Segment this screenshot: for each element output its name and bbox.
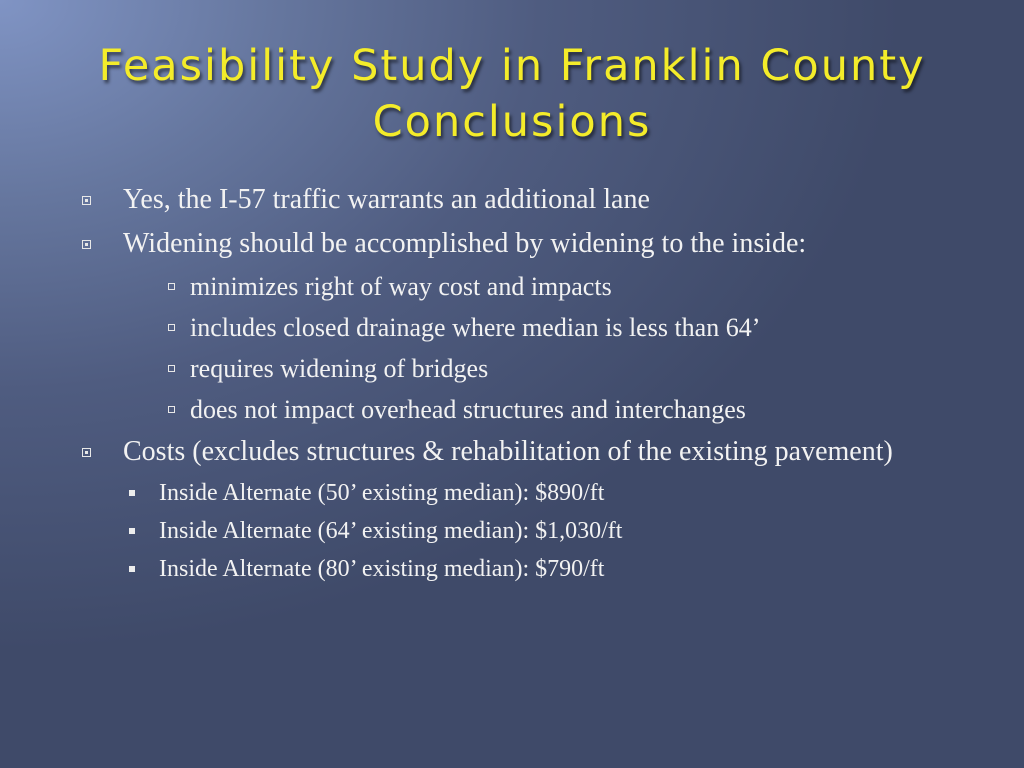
sub-bullet-closed-drainage xyxy=(80,311,980,345)
bullet-text: Yes, the I-57 traffic warrants an additional lane xyxy=(123,184,650,215)
sub-bullet-bridges xyxy=(80,352,980,386)
slide-title: Feasibility Study in Franklin County Conclusions xyxy=(98,41,926,147)
sub-bullet-text: requires widening of bridges xyxy=(190,354,489,383)
hollow-square-bullet-icon xyxy=(168,324,175,331)
hollow-square-bullet-icon xyxy=(168,406,175,413)
filled-square-bullet-icon xyxy=(129,490,135,496)
bullet-text: Widening should be accomplished by widening to the inside: xyxy=(123,228,807,259)
slide-body xyxy=(80,182,980,592)
cost-item-text: Inside Alternate (80’ existing median): $790/ft xyxy=(159,556,605,582)
filled-square-bullet-icon xyxy=(129,528,135,534)
bullet-widening xyxy=(80,226,980,262)
filled-square-bullet-icon xyxy=(129,566,135,572)
hollow-square-bullet-icon xyxy=(168,283,175,290)
cost-item-64ft-median xyxy=(80,516,980,546)
cost-item-80ft-median xyxy=(80,554,980,584)
square-bullet-icon xyxy=(82,448,91,457)
square-bullet-icon xyxy=(82,196,91,205)
square-bullet-icon xyxy=(82,240,91,249)
hollow-square-bullet-icon xyxy=(168,365,175,372)
sub-bullet-text: includes closed drainage where median is less than 64’ xyxy=(190,313,761,342)
bullet-text: Costs (excludes structures & rehabilitation of the existing pavement) xyxy=(123,436,893,467)
cost-item-text: Inside Alternate (50’ existing median): $890/ft xyxy=(159,480,605,506)
cost-item-50ft-median xyxy=(80,478,980,508)
cost-item-text: Inside Alternate (64’ existing median): $1,030/ft xyxy=(159,518,623,544)
bullet-traffic-warrant xyxy=(80,182,980,218)
sub-bullet-right-of-way xyxy=(80,270,980,304)
bullet-costs xyxy=(80,434,980,470)
sub-bullet-text: minimizes right of way cost and impacts xyxy=(190,272,612,301)
sub-bullet-overhead-structures xyxy=(80,393,980,427)
sub-bullet-text: does not impact overhead structures and interchanges xyxy=(190,395,746,424)
